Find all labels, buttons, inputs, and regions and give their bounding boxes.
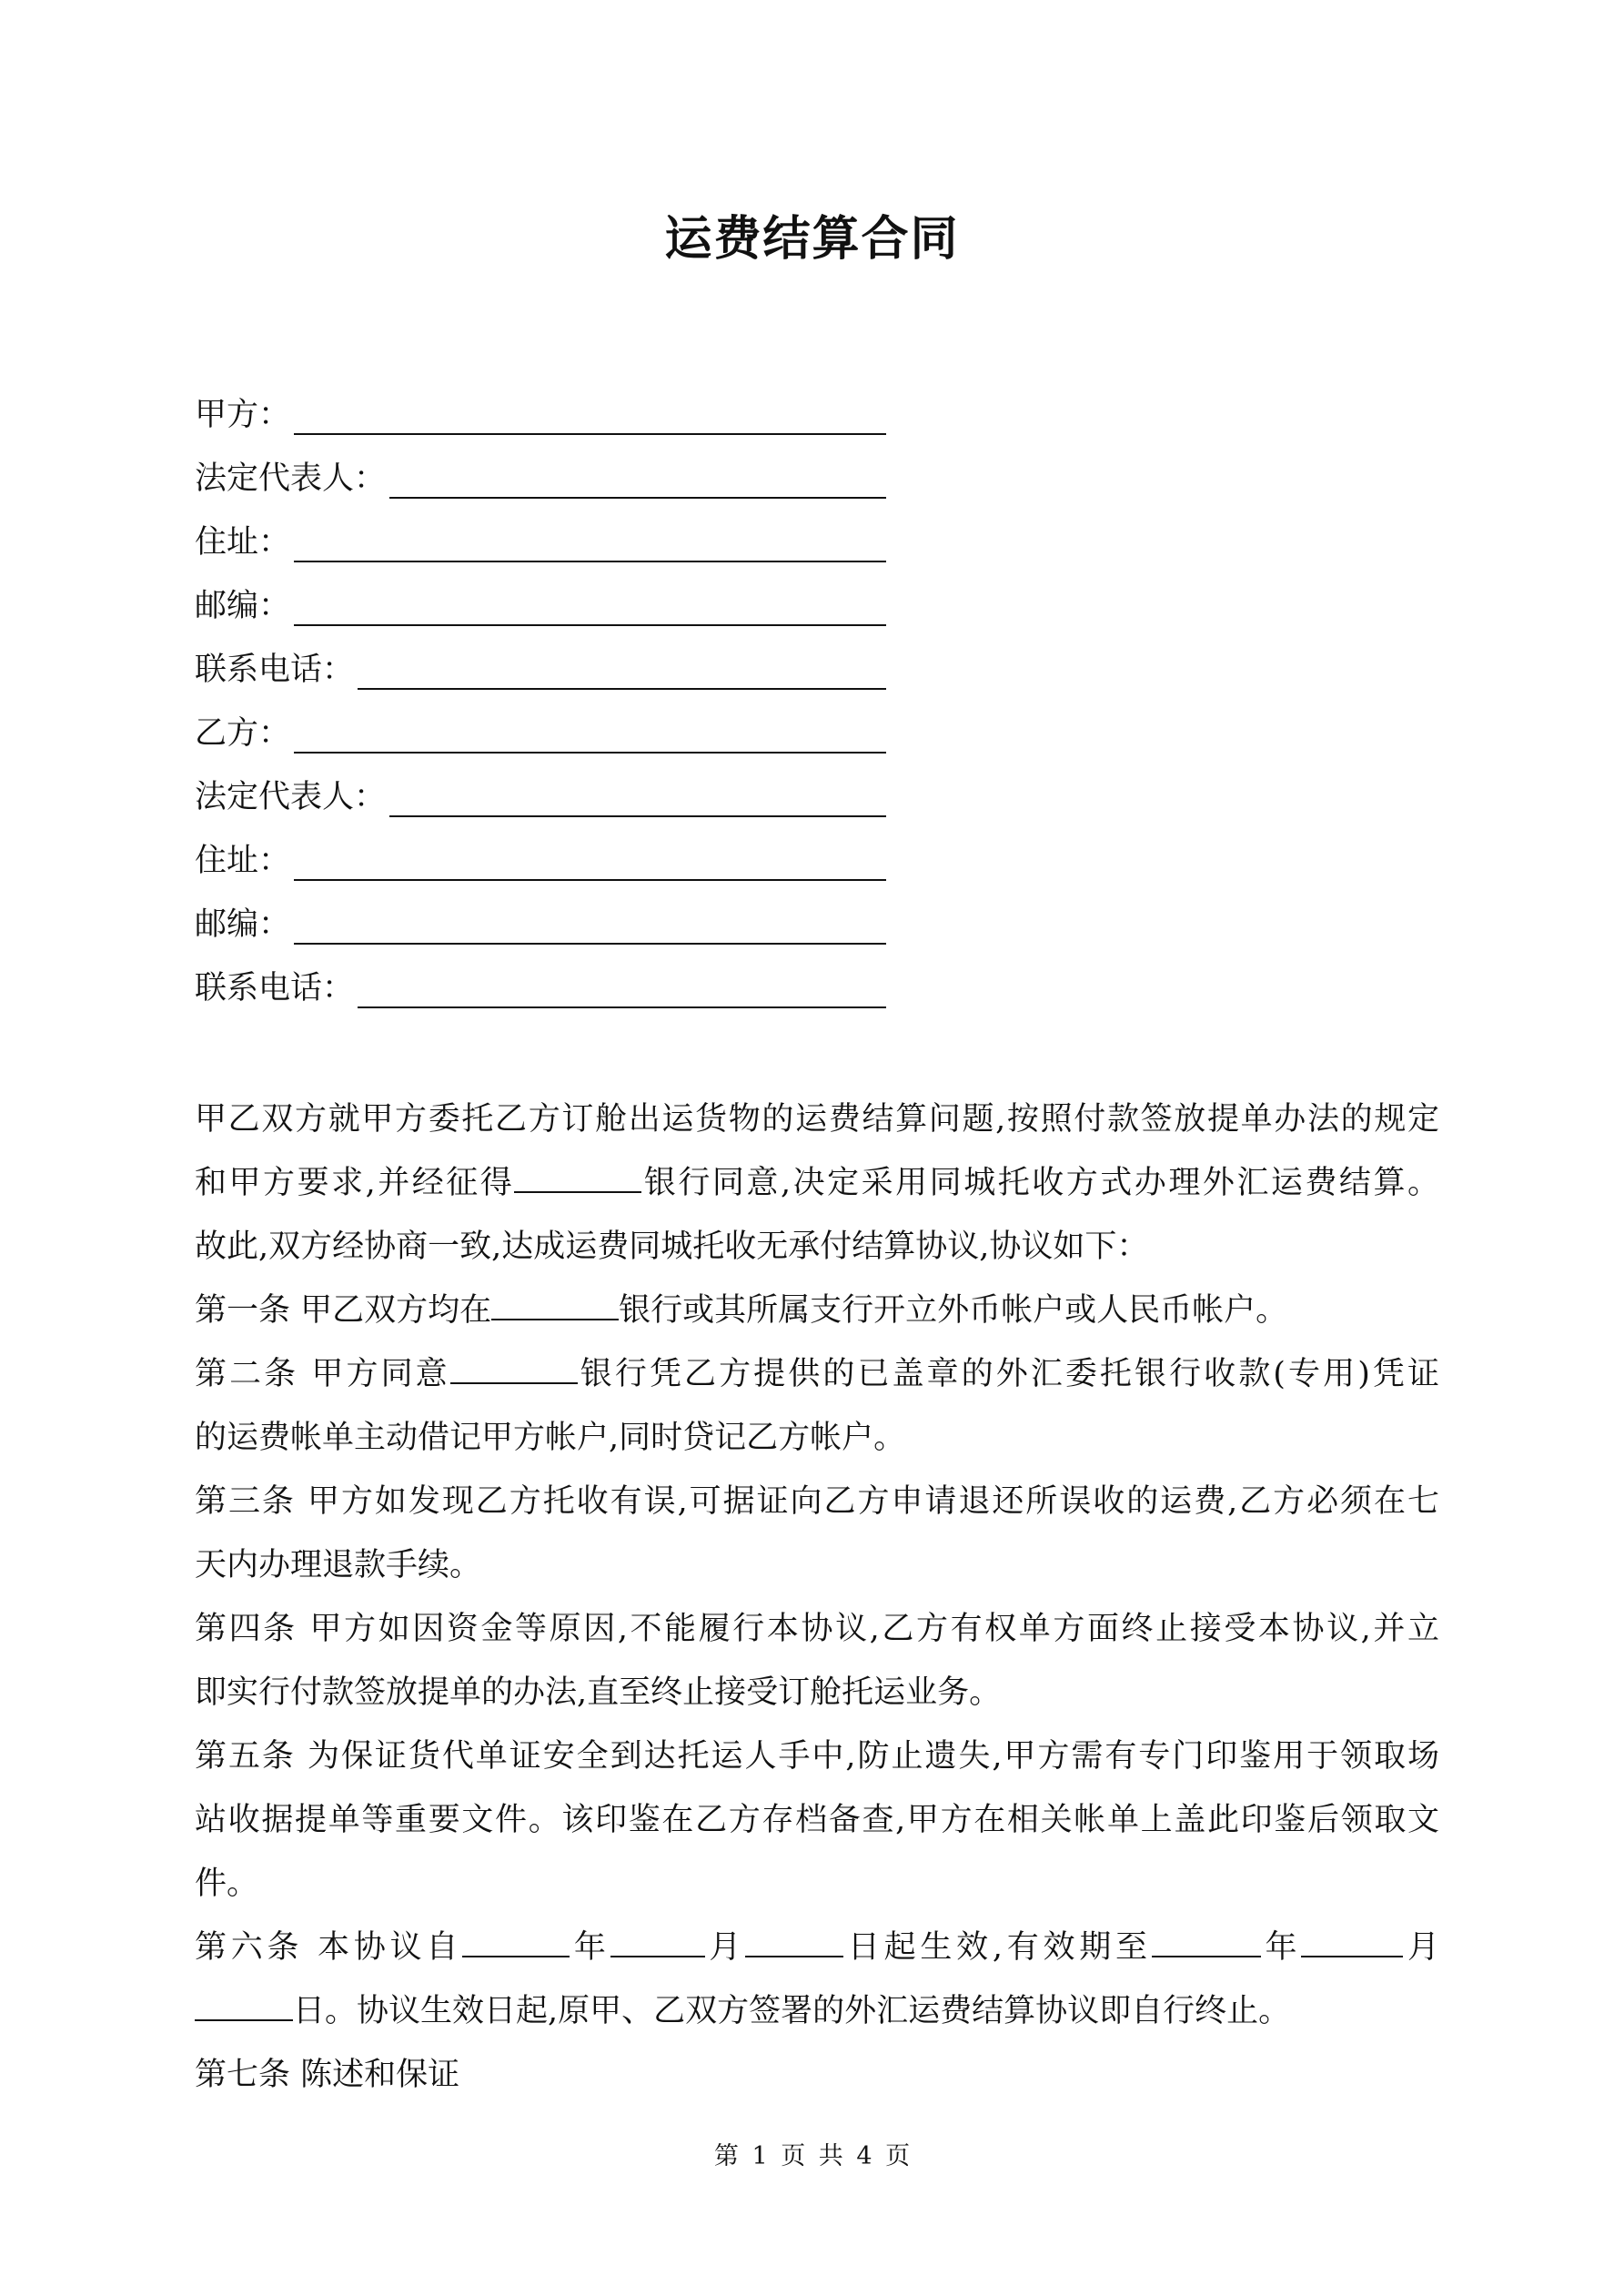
article-5-line-3: 件。 <box>195 1866 259 1902</box>
article-6-month-2: 月 <box>1403 1929 1439 1966</box>
intro-line-2-end: 银行同意,决定采用同城托收方式办理外汇运费结算。 <box>641 1165 1439 1201</box>
party-b-rep-blank <box>389 779 886 817</box>
article-6-start: 第六条 本协议自 <box>195 1929 463 1966</box>
article-1-start: 第一条 甲乙双方均在 <box>195 1292 492 1329</box>
party-b-phone-blank <box>358 970 886 1008</box>
party-b-address-blank <box>294 843 886 881</box>
article-6-valid-until: 日起生效,有效期至 <box>843 1929 1152 1966</box>
end-day-blank <box>195 1990 293 2021</box>
party-a-postcode-label: 邮编： <box>195 588 291 624</box>
article-6-end: 日。协议生效日起,原甲、乙双方签署的外汇运费结算协议即自行终止。 <box>293 1993 1291 2029</box>
article-6-month-1: 月 <box>704 1929 746 1966</box>
article-5-line-1: 第五条 为保证货代单证安全到达托运人手中,防止遗失,甲方需有专门印鉴用于领取场 <box>195 1738 1439 1775</box>
party-a-rep-label: 法定代表人： <box>195 460 387 497</box>
article-2-mid: 银行凭乙方提供的已盖章的外汇委托银行收款(专用)凭证 <box>577 1356 1439 1392</box>
article-7-heading: 第七条 陈述和保证 <box>195 2057 460 2093</box>
article-4-line-1: 第四条 甲方如因资金等原因,不能履行本协议,乙方有权单方面终止接受本协议,并立 <box>195 1611 1439 1647</box>
party-a-rep-line <box>195 444 886 499</box>
document-title: 运费结算合同 <box>664 212 960 267</box>
bank-blank <box>514 1162 641 1193</box>
party-a-name-line <box>195 380 886 435</box>
party-a-postcode-blank <box>294 588 886 626</box>
party-b-name-label: 乙方： <box>195 715 291 752</box>
party-a-phone-blank <box>358 652 886 690</box>
party-b-name-blank <box>294 715 886 754</box>
article-1 <box>195 1279 1287 1342</box>
party-b-postcode-label: 邮编： <box>195 906 291 943</box>
article-5-line-2: 站收据提单等重要文件。该印鉴在乙方存档备查,甲方在相关帐单上盖此印鉴后领取文 <box>195 1802 1439 1838</box>
end-month-blank <box>1301 1927 1403 1957</box>
party-a-phone-label: 联系电话： <box>195 652 355 688</box>
party-b-address-label: 住址： <box>195 843 291 879</box>
party-b-rep-line <box>195 763 886 817</box>
intro-line-2 <box>195 1151 1439 1215</box>
article-4-line-2: 即实行付款签放提单的办法,直至终止接受订舱托运业务。 <box>195 1674 1002 1711</box>
article-1-end: 银行或其所属支行开立外币帐户或人民币帐户。 <box>619 1292 1288 1329</box>
article-2-line-1 <box>195 1342 1439 1406</box>
party-b-phone-label: 联系电话： <box>195 970 355 1006</box>
article-6-line-1 <box>195 1916 1439 1979</box>
intro-line-3: 故此,双方经协商一致,达成运费同城托收无承付结算协议,协议如下： <box>195 1229 1149 1265</box>
party-b-rep-label: 法定代表人： <box>195 779 387 815</box>
party-a-postcode-line <box>195 571 886 626</box>
party-a-address-line <box>195 508 886 562</box>
party-b-name-line <box>195 699 886 754</box>
party-a-rep-blank <box>389 460 886 499</box>
party-a-name-blank <box>294 397 886 435</box>
party-b-phone-line <box>195 954 886 1008</box>
party-a-address-label: 住址： <box>195 524 291 561</box>
intro-line-2-start: 和甲方要求,并经征得 <box>195 1165 515 1201</box>
party-a-phone-line <box>195 635 886 690</box>
page-footer: 第 1 页 共 4 页 <box>713 2142 911 2170</box>
article-2-line-2: 的运费帐单主动借记甲方帐户,同时贷记乙方帐户。 <box>195 1420 906 1456</box>
intro-line-1: 甲乙双方就甲方委托乙方订舱出运货物的运费结算问题,按照付款签放提单办法的规定 <box>195 1101 1439 1138</box>
start-year-blank <box>462 1927 570 1957</box>
article-2-start: 第二条 甲方同意 <box>195 1356 450 1392</box>
party-b-postcode-blank <box>294 906 886 945</box>
party-b-address-line <box>195 826 886 881</box>
article-6-line-2 <box>195 1979 1290 2043</box>
article-1-bank-blank <box>491 1290 619 1320</box>
start-day-blank <box>745 1927 843 1957</box>
article-6-year-1: 年 <box>570 1929 610 1966</box>
party-b-postcode-line <box>195 890 886 945</box>
party-a-address-blank <box>294 524 886 562</box>
start-month-blank <box>610 1927 705 1957</box>
article-2-bank-blank <box>450 1353 578 1384</box>
article-3-line-1: 第三条 甲方如发现乙方托收有误,可据证向乙方申请退还所误收的运费,乙方必须在七 <box>195 1483 1439 1520</box>
end-year-blank <box>1152 1927 1261 1957</box>
article-6-year-2: 年 <box>1260 1929 1302 1966</box>
article-3-line-2: 天内办理退款手续。 <box>195 1547 482 1583</box>
party-a-name-label: 甲方： <box>195 397 291 433</box>
